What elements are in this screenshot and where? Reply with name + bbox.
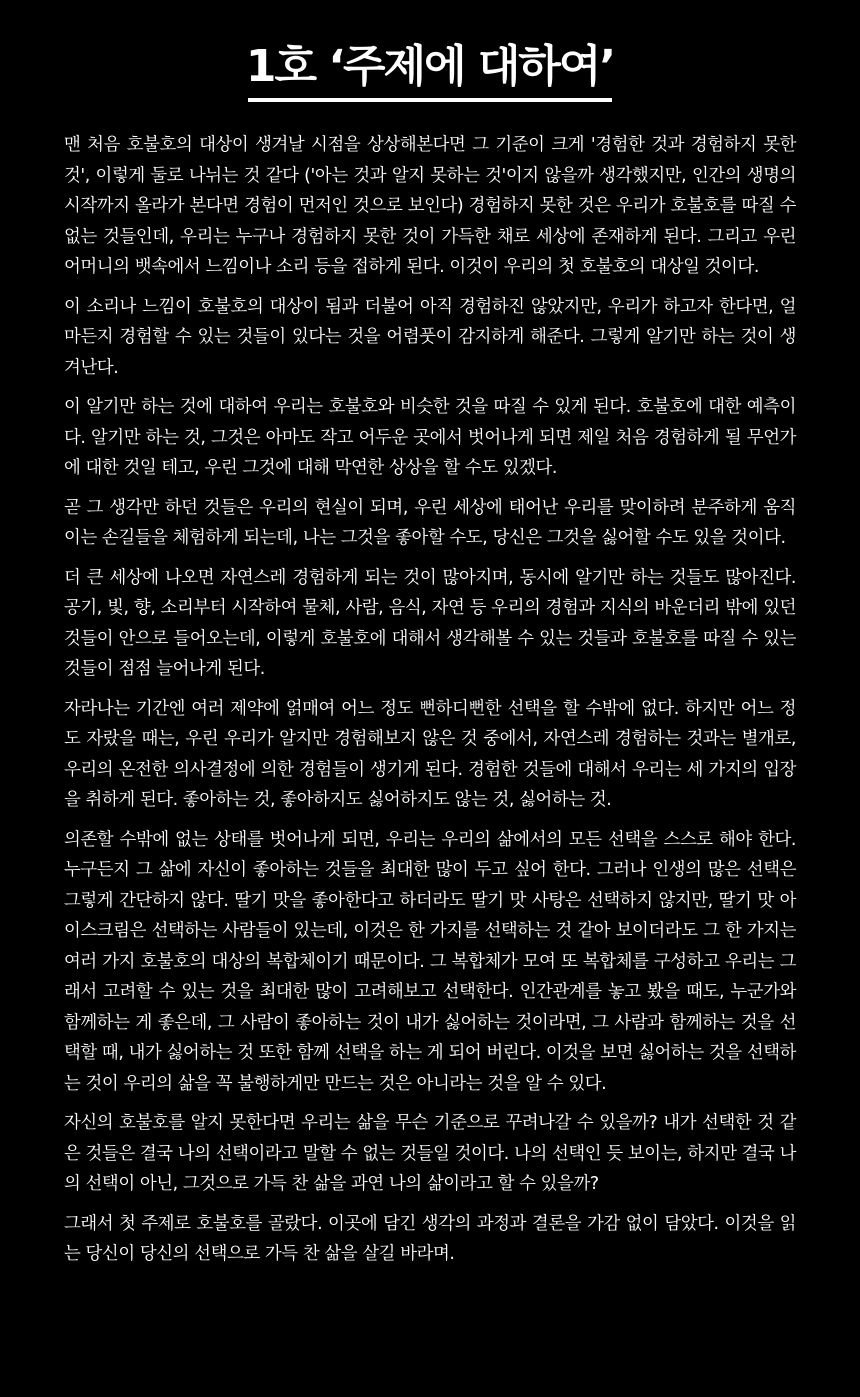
- paragraph-2: 이 소리나 느낌이 호불호의 대상이 됨과 더불어 아직 경험하진 않았지만, 우리가 하고자 한다면, 얼마든지 경험할 수 있는 것들이 있다는 것을 어렴풋이 감지하게 해준다. 그렇게 알기만 하는 것이 생겨난다.: [64, 296, 796, 378]
- title-underline: [248, 98, 612, 102]
- paragraph-5: 더 큰 세상에 나오면 자연스레 경험하게 되는 것이 많아지며, 동시에 알기만 하는 것들도 많아진다. 공기, 빛, 향, 소리부터 시작하여 물체, 사람, 음식, 자연 등 우리의 경험과 지식의 바운더리 밖에 있던 것들이 안으로 들어오는데, 이렇게 호불호에 대해서 생각해볼 수 있는 것들과 호불호를 따질 수 있는 것들이 점점 늘어나게 된다.: [64, 567, 796, 679]
- paragraph-9: 그래서 첫 주제로 호불호를 골랐다. 이곳에 담긴 생각의 과정과 결론을 가감 없이 담았다. 이것을 읽는 당신이 당신의 선택으로 가득 찬 삶을 살길 바라며.: [64, 1213, 796, 1264]
- paragraph-6: 자라나는 기간엔 여러 제약에 얽매여 어느 정도 뻔하디뻔한 선택을 할 수밖에 없다. 하지만 어느 정도 자랐을 때는, 우린 우리가 알지만 경험해보지 않은 것 중에서, 자연스레 경험하는 것과는 별개로, 우리의 온전한 의사결정에 의한 경험들이 생기게 된다. 경험한 것들에 대해서 우리는 세 가지의 입장을 취하게 된다. 좋아하는 것, 좋아하지도 싫어하지도 않는 것, 싫어하는 것.: [64, 698, 796, 810]
- paragraph-7: 의존할 수밖에 없는 상태를 벗어나게 되면, 우리는 우리의 삶에서의 모든 선택을 스스로 해야 한다. 누구든지 그 삶에 자신이 좋아하는 것들을 최대한 많이 두고 싶어 한다. 그러나 인생의 많은 선택은 그렇게 간단하지 않다. 딸기 맛을 좋아한다고 하더라도 딸기 맛 사탕은 선택하지 않지만, 딸기 맛 아이스크림은 선택하는 사람들이 있는데, 이것은 한 가지를 선택하는 것 같아 보이더라도 그 한 가지는 여러 가지 호불호의 대상의 복합체이기 때문이다. 그 복합체가 모여 또 복합체를 구성하고 우리는 그래서 고려할 수 있는 것을 최대한 많이 고려해보고 선택한다. 인간관계를 놓고 봤을 때도, 누군가와 함께하는 게 좋은데, 그 사람이 좋아하는 것이 내가 싫어하는 것이라면, 그 사람과 함께하는 것을 선택할 때, 내가 싫어하는 것 또한 함께 선택을 하는 게 되어 버린다. 이것을 보면 싫어하는 것을 선택하는 것이 우리의 삶을 꼭 불행하게만 만드는 것은 아니라는 것을 알 수 있다.: [64, 829, 796, 1094]
- paragraph-8: 자신의 호불호를 알지 못한다면 우리는 삶을 무슨 기준으로 꾸려나갈 수 있을까? 내가 선택한 것 같은 것들은 결국 나의 선택이라고 말할 수 없는 것들일 것이다. 나의 선택인 듯 보이는, 하지만 결국 나의 선택이 아닌, 그것으로 가득 찬 삶을 과연 나의 삶이라고 할 수 있을까?: [64, 1113, 796, 1194]
- paragraph-4: 곧 그 생각만 하던 것들은 우리의 현실이 되며, 우린 세상에 태어난 우리를 맞이하려 분주하게 움직이는 손길들을 체험하게 되는데, 나는 그것을 좋아할 수도, 당신은 그것을 싫어할 수도 있을 것이다.: [64, 497, 796, 548]
- paragraph-3: 이 알기만 하는 것에 대하여 우리는 호불호와 비슷한 것을 따질 수 있게 된다. 호불호에 대한 예측이다. 알기만 하는 것, 그것은 아마도 작고 어두운 곳에서 벗어나게 되면 제일 처음 경험하게 될 무언가에 대한 것일 테고, 우린 그것에 대해 막연한 상상을 할 수도 있겠다.: [64, 397, 796, 478]
- title-block: [64, 0, 796, 102]
- article-body: [64, 130, 796, 1270]
- paragraph-1: 맨 처음 호불호의 대상이 생겨날 시점을 상상해본다면 그 기준이 크게 '경험한 것과 경험하지 못한 것', 이렇게 둘로 나뉘는 것 같다 ('아는 것과 알지 못하는 것'이지 않을까 생각했지만, 인간의 생명의 시작까지 올라가 본다면 경험이 먼저인 것으로 보인다) 경험하지 못한 것은 우리가 호불호를 따질 수 없는 것들인데, 우리는 누구나 경험하지 못한 것이 가득한 채로 세상에 존재하게 된다. 그리고 우린 어머니의 뱃속에서 느낌이나 소리 등을 접하게 된다. 이것이 우리의 첫 호불호의 대상일 것이다.: [64, 135, 796, 277]
- page-title: 1호 ‘주제에 대하여’: [245, 41, 615, 92]
